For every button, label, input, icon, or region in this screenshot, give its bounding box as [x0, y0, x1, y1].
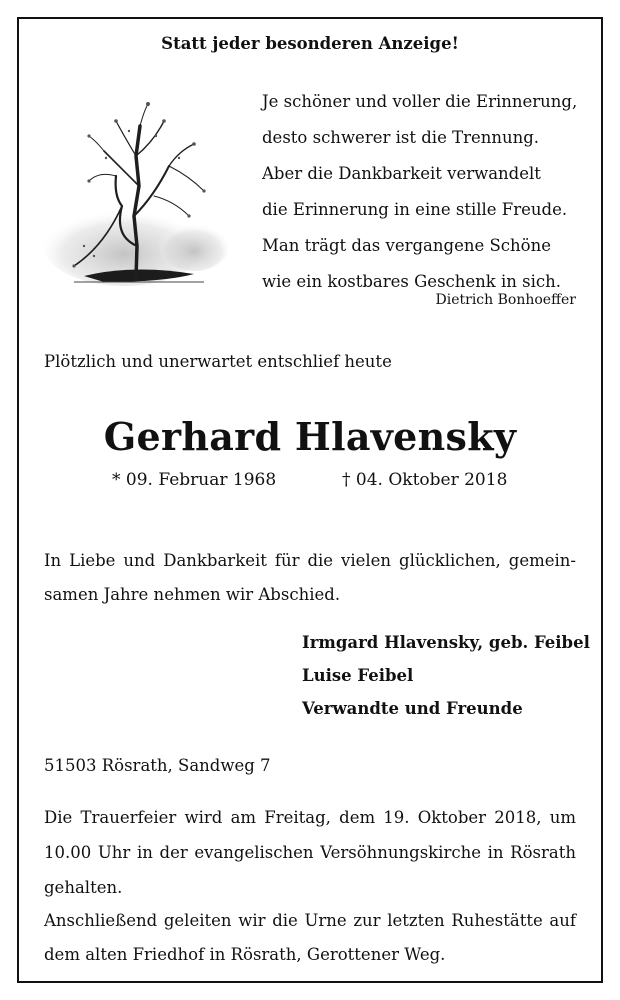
signer: Luise Feibel	[302, 666, 414, 685]
signers	[302, 626, 590, 725]
birth-date: * 09. Februar 1968	[112, 470, 277, 490]
tree-illustration	[44, 96, 234, 296]
poem	[262, 84, 577, 300]
signer: Verwandte und Freunde	[302, 699, 523, 718]
poem-line: Je schöner und voller die Erinnerung,	[262, 92, 578, 111]
notice-header: Statt jeder besonderen Anzeige!	[161, 34, 459, 53]
farewell-line: samen Jahre nehmen wir Abschied.	[44, 585, 341, 604]
poem-line: wie ein kostbares Geschenk in sich.	[262, 272, 562, 291]
ceremony-text	[44, 800, 576, 905]
deceased-name: Gerhard Hlavensky	[103, 414, 517, 459]
poem-author: Dietrich Bonhoeffer	[435, 292, 576, 308]
ceremony-line: Die Trauerfeier wird am Freitag, dem 19. Oktober 2018, um	[44, 808, 576, 827]
urn-line: dem alten Friedhof in Rösrath, Gerottener Weg.	[44, 945, 446, 964]
ceremony-line: 10.00 Uhr in der evangelischen Versöhnungskirche in Rösrath	[44, 843, 576, 862]
poem-line: desto schwerer ist die Trennung.	[262, 128, 540, 147]
poem-line: Man trägt das vergangene Schöne	[262, 236, 551, 255]
intro-text: Plötzlich und unerwartet entschlief heute	[44, 352, 392, 371]
farewell-line: In Liebe und Dankbarkeit für die vielen glücklichen, gemein-	[44, 551, 576, 570]
urn-line: Anschließend geleiten wir die Urne zur letzten Ruhestätte auf	[44, 911, 576, 930]
signer: Irmgard Hlavensky, geb. Feibel	[302, 633, 590, 652]
death-date: † 04. Oktober 2018	[342, 470, 508, 490]
ceremony-line: gehalten.	[44, 878, 123, 897]
address: 51503 Rösrath, Sandweg 7	[44, 756, 271, 775]
farewell-text	[44, 544, 576, 612]
poem-line: die Erinnerung in eine stille Freude.	[262, 200, 568, 219]
poem-line: Aber die Dankbarkeit verwandelt	[262, 164, 541, 183]
urn-text	[44, 904, 576, 972]
